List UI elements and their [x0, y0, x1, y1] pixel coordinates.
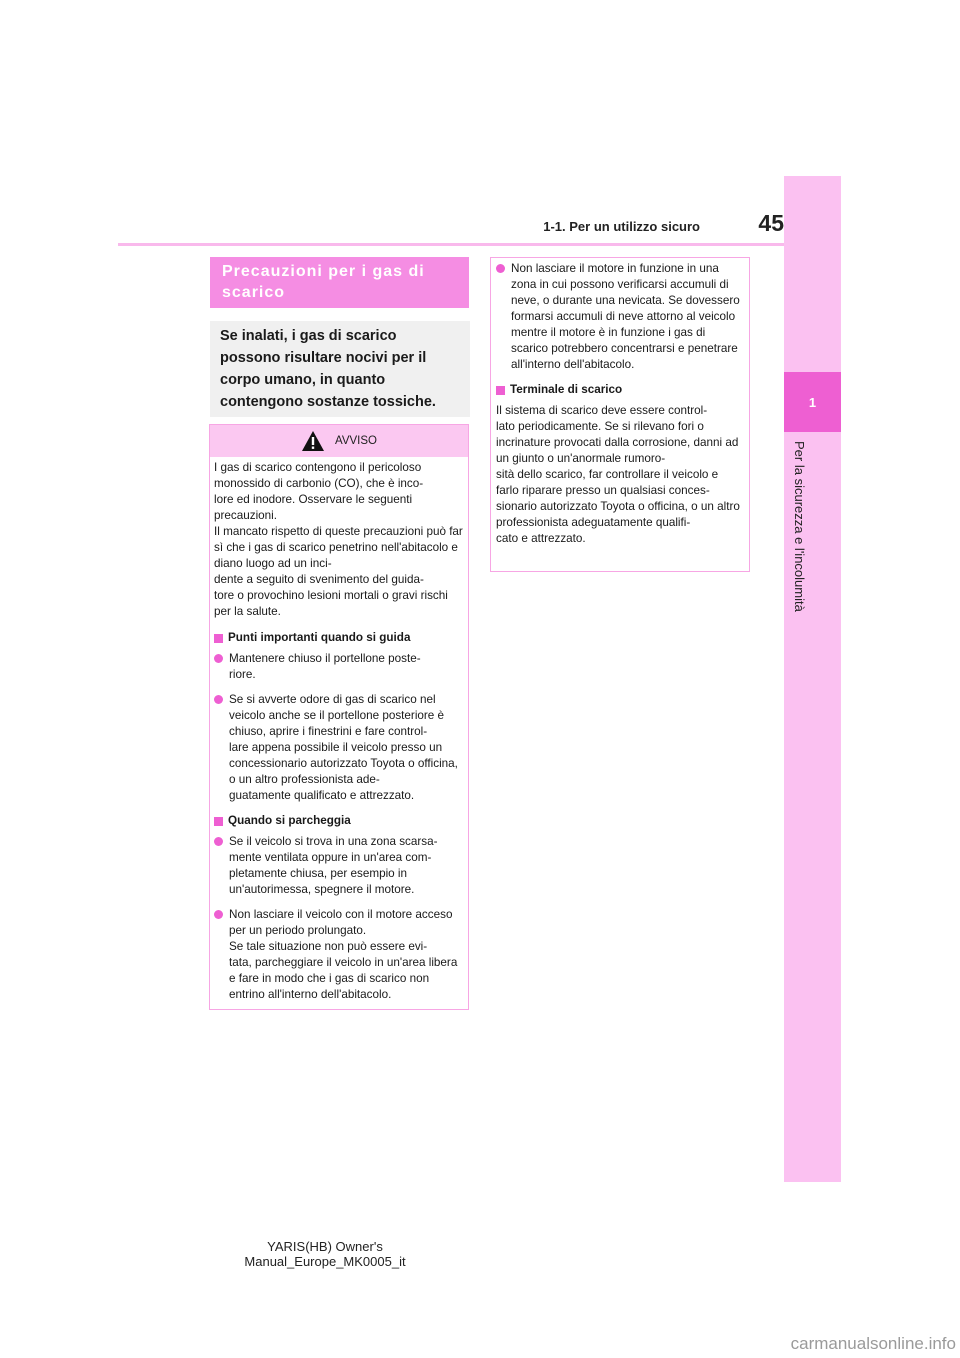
section-header: 1-1. Per un utilizzo sicuro — [543, 219, 700, 234]
circle-bullet-icon — [214, 837, 223, 846]
header-rule — [118, 243, 784, 246]
intro-text: Se inalati, i gas di scarico possono risultare nocivi per il corpo umano, in quanto contengono sostanze tossiche. — [210, 321, 470, 417]
warning-triangle-icon — [301, 430, 325, 452]
circle-bullet-icon — [496, 264, 505, 273]
list-item — [214, 692, 464, 804]
subsection-heading — [496, 382, 744, 398]
list-item-text: Non lasciare il motore in funzione in una zona in cui possono verificarsi accumuli di neve, o durante una nevicata. Se dovessero formarsi accumuli di neve attorno al veicolo mentre il motore è in funzione i gas di scarico potrebbero concentrarsi e penetrare all'interno dell'abitacolo. — [511, 262, 740, 371]
list-item-text: Non lasciare il veicolo con il motore acceso per un periodo prolungato. Se tale situazione non può essere evi- tata, parcheggiare il veicolo in un'area libera e fare in modo che i gas di scarico non entrino all'interno dell'abitacolo. — [229, 908, 458, 1001]
warning-label: AVVISO — [335, 435, 377, 447]
list-item-text: Se si avverte odore di gas di scarico nel veicolo anche se il portellone posteriore è chiuso, aprire i finestrini e fare control- lare appena possibile il veicolo presso un concessionario autorizzato Toyota o officina, o un altro professionista ade- guatamente qualificato e attrezzato. — [229, 693, 458, 802]
subsection-title: Punti importanti quando si guida — [228, 631, 411, 644]
subsection-heading — [214, 813, 464, 829]
subsection-heading — [214, 630, 464, 646]
footer-manual-id: YARIS(HB) Owner's Manual_Europe_MK0005_it — [244, 1239, 406, 1269]
list-item-text: Mantenere chiuso il portellone poste- riore. — [229, 652, 421, 681]
subsection-title: Quando si parcheggia — [228, 814, 351, 827]
circle-bullet-icon — [214, 695, 223, 704]
list-item — [214, 834, 464, 898]
warning-paragraph: I gas di scarico contengono il pericoloso monossido di carbonio (CO), che è inco- lore ed inodore. Osservare le seguenti precauzioni. Il mancato rispetto di queste precauzioni può far sì che i gas di scarico penetrino nell'abitacolo e diano luogo ad un inci- dente a seguito di svenimento del guida- tore o provochino lesioni mortali o gravi rischi per la salute. — [214, 461, 463, 618]
warning-box — [209, 424, 469, 1010]
chapter-number: 1 — [784, 372, 841, 432]
list-item — [214, 907, 464, 1003]
circle-bullet-icon — [214, 654, 223, 663]
square-bullet-icon — [214, 634, 223, 643]
page-number: 45 — [758, 210, 784, 236]
warning-header — [210, 425, 468, 457]
watermark: carmanualsonline.info — [790, 1334, 956, 1353]
square-bullet-icon — [496, 386, 505, 395]
warning-box-continued — [490, 257, 750, 572]
square-bullet-icon — [214, 817, 223, 826]
section-title: Precauzioni per i gas di scarico — [210, 257, 469, 308]
circle-bullet-icon — [214, 910, 223, 919]
chapter-side-tab — [784, 176, 841, 1182]
subsection-title: Terminale di scarico — [510, 383, 623, 396]
list-item — [496, 261, 744, 373]
list-item — [214, 651, 464, 683]
list-item-text: Se il veicolo si trova in una zona scarsa- mente ventilata oppure in un'area com- pletamente chiusa, per esempio in un'autorimessa, spegnere il motore. — [229, 835, 438, 896]
chapter-title: Per la sicurezza e l'incolumità — [792, 441, 807, 612]
continued-paragraph: Il sistema di scarico deve essere control- lato periodicamente. Se si rilevano fori o incrinature provocati dalla corrosione, danni ad un giunto o un'anormale rumoro- sità dello scarico, far controllare il veicolo e farlo riparare presso un qualsiasi conces- sionario autorizzato Toyota o officina, o un altro professionista adeguatamente qualifi- cato e attrezzato. — [496, 404, 740, 545]
